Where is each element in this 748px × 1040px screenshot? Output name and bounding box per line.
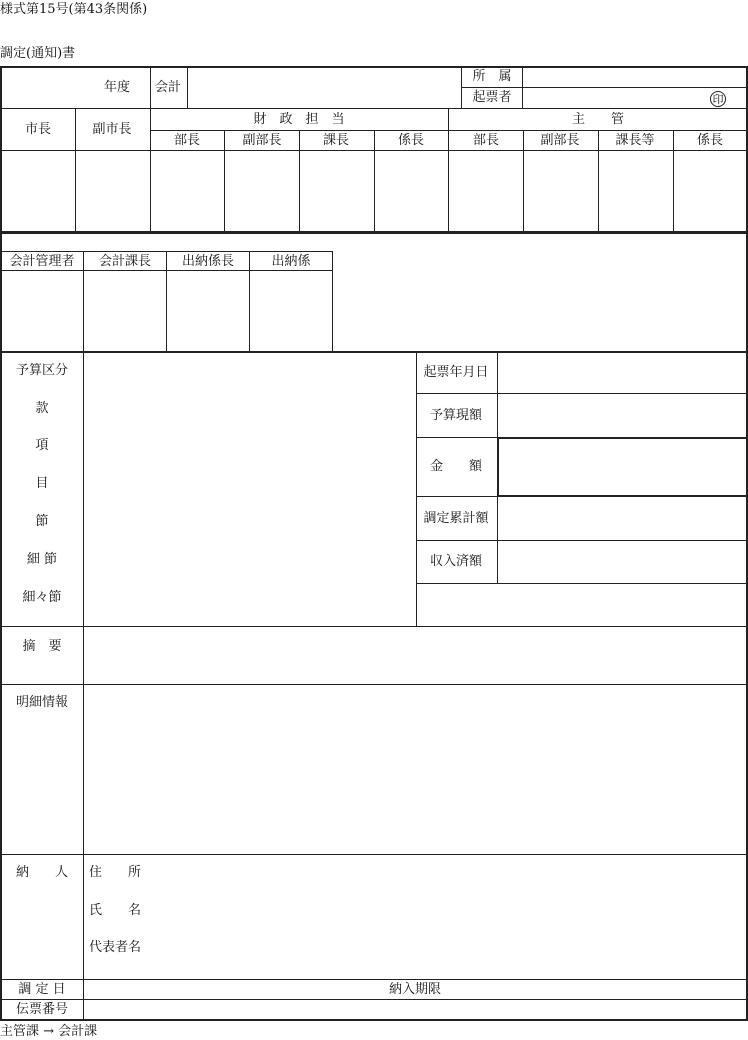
finance-role-1: 部長 xyxy=(173,133,201,148)
detail-field[interactable] xyxy=(84,685,746,854)
accounting-role-2: 会計課長 xyxy=(98,254,152,269)
account-label: 会計 xyxy=(154,80,182,95)
budget-label-6: 細 節 xyxy=(26,552,58,567)
deputy-mayor-label: 副市長 xyxy=(92,122,132,137)
payer-name-label: 氏 名 xyxy=(89,903,142,918)
seal-icon: 印 xyxy=(710,91,726,107)
budget-label-3: 項 xyxy=(35,438,49,453)
main-role-1: 部長 xyxy=(472,133,500,148)
summary-label: 摘 要 xyxy=(22,639,62,654)
account-field[interactable] xyxy=(188,67,461,108)
budget-label-5: 節 xyxy=(35,514,49,529)
accounting-role-3: 出納係長 xyxy=(181,254,235,269)
received-field[interactable] xyxy=(498,541,746,583)
main-role-4: 係長 xyxy=(696,133,724,148)
drafter-field[interactable] xyxy=(523,88,703,108)
fiscal-year-label: 年度 xyxy=(103,80,131,95)
drafter-label: 起票者 xyxy=(472,90,512,105)
main-title: 主 管 xyxy=(571,112,625,127)
cumulative-label: 調定累計額 xyxy=(423,511,489,526)
finance-role-3: 課長 xyxy=(322,133,350,148)
main-role-3: 課長等 xyxy=(615,133,655,148)
mayor-stamp-cell[interactable] xyxy=(1,151,75,232)
cumulative-field[interactable] xyxy=(498,497,746,540)
mayor-label: 市長 xyxy=(24,122,52,137)
payer-label: 納 人 xyxy=(15,865,69,880)
routing-note: 主管課 → 会計課 xyxy=(0,1024,98,1039)
budget-label-4: 目 xyxy=(35,476,49,491)
department-label: 所 属 xyxy=(472,69,512,84)
received-label: 収入済額 xyxy=(429,554,483,569)
accounting-role-4: 出納係 xyxy=(271,254,311,269)
deputy-mayor-stamp-cell[interactable] xyxy=(76,151,150,232)
slip-number-field[interactable] xyxy=(84,1000,746,1019)
adjust-date-label: 調 定 日 xyxy=(18,982,66,997)
payer-representative-field[interactable] xyxy=(160,935,746,963)
amount-label: 金 額 xyxy=(429,459,483,474)
budget-classification-field[interactable] xyxy=(84,352,416,625)
department-field[interactable] xyxy=(523,67,747,87)
main-role-2: 副部長 xyxy=(540,133,580,148)
payer-address-label: 住 所 xyxy=(89,865,142,880)
finance-role-4: 係長 xyxy=(397,133,425,148)
draft-date-field[interactable] xyxy=(498,352,746,393)
current-budget-label: 予算現額 xyxy=(429,408,483,423)
current-budget-field[interactable] xyxy=(498,394,746,437)
payment-deadline-label: 納入期限 xyxy=(388,982,442,997)
finance-role-2: 副部長 xyxy=(242,133,282,148)
payment-deadline-field[interactable] xyxy=(456,980,746,999)
form-number: 様式第15号(第43条関係) xyxy=(0,2,148,17)
detail-label: 明細情報 xyxy=(15,695,69,710)
summary-field[interactable] xyxy=(84,627,746,684)
accounting-role-1: 会計管理者 xyxy=(9,254,75,269)
budget-label-2: 款 xyxy=(35,401,49,416)
draft-date-label: 起票年月日 xyxy=(423,365,489,380)
amount-field[interactable] xyxy=(497,437,748,497)
adjust-date-field[interactable] xyxy=(84,980,374,999)
slip-number-label: 伝票番号 xyxy=(15,1002,69,1017)
payer-address-field[interactable] xyxy=(160,860,746,888)
budget-label-7: 細々節 xyxy=(22,590,62,605)
payer-name-field[interactable] xyxy=(160,898,746,926)
finance-title: 財 政 担 当 xyxy=(253,112,345,127)
budget-label-1: 予算区分 xyxy=(15,363,69,378)
document-title: 調定(通知)書 xyxy=(0,46,76,61)
payer-representative-label: 代表者名 xyxy=(89,940,142,955)
